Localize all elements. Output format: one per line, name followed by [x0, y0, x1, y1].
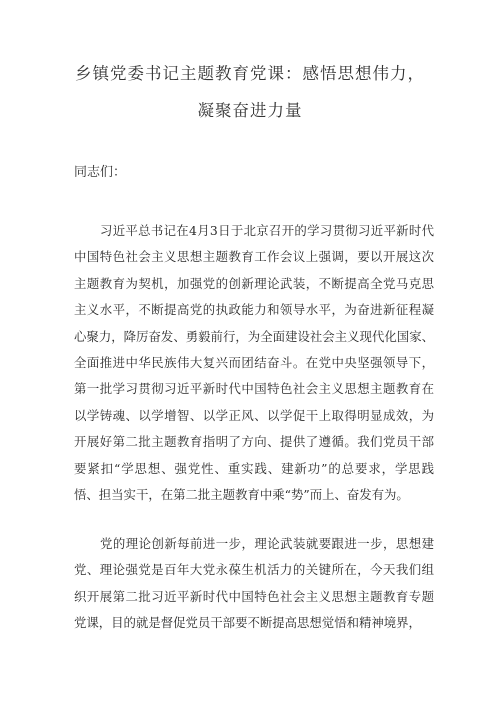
- paragraph-line: 党的理论创新每前进一步，理论武装就要跟进一步，思想建: [100, 536, 434, 551]
- document-title-line-2: 凝聚奋进力量: [197, 101, 303, 120]
- paragraph-line: 心聚力，降厉奋发、勇毅前行，为全面建设社会主义现代化国家、: [74, 328, 434, 344]
- paragraph-line: 开展好第二批主题教育指明了方向、提供了遵循。我们党员干部: [74, 434, 434, 450]
- paragraph-line: 主义水平，不断提高党的执政能力和领导水平，为奋进新征程凝: [74, 302, 434, 318]
- paragraph-line: 党课，目的就是督促党员干部要不断提高思想觉悟和精神境界，: [74, 615, 421, 631]
- paragraph-line: 以学铸魂、以学增智、以学正风、以学促干上取得明显成效，为: [74, 407, 434, 423]
- paragraph-line: 中国特色社会主义思想主题教育工作会议上强调，要以开展这次: [74, 249, 434, 265]
- paragraph-line: 织开展第二批习近平新时代中国特色社会主义思想主题教育专题: [74, 588, 434, 604]
- paragraph-2: [74, 531, 434, 637]
- paragraph-line: 全面推进中华民族伟大复兴而团结奋斗。在党中央坚强领导下，: [74, 354, 434, 370]
- paragraph-line: 第一批学习贯彻习近平新时代中国特色社会主义思想主题教育在: [74, 381, 434, 397]
- document-title-line-1: 乡镇党委书记主题教育党课：感悟思想伟力，: [75, 64, 425, 83]
- paragraph-line: 要紧扣“学思想、强党性、重实践、建新功”的总要求，学思践: [74, 460, 434, 476]
- paragraph-line: 悟、担当实干，在第二批主题教育中乘“势”而上、奋发有为。: [74, 486, 409, 502]
- paragraph-line: 习近平总书记在4月3日于北京召开的学习贯彻习近平新时代: [100, 223, 434, 238]
- greeting: 同志们：: [74, 165, 127, 180]
- paragraph-1: [74, 218, 434, 508]
- paragraph-line: 主题教育为契机，加强党的创新理论武装，不断提高全党马克思: [74, 275, 434, 291]
- paragraph-line: 党、理论强党是百年大党永葆生机活力的关键所在，今天我们组: [74, 562, 434, 578]
